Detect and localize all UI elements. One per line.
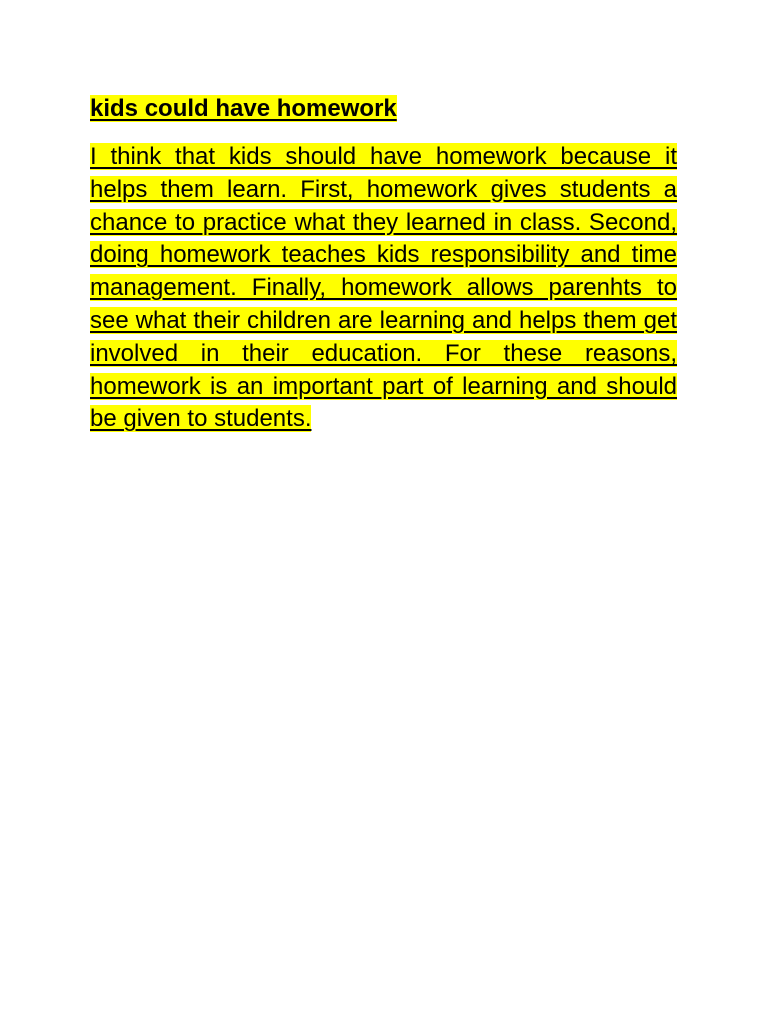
document-content: [90, 92, 677, 436]
document-paragraph: [90, 141, 677, 436]
document-title: [90, 92, 677, 125]
document-title-text: kids could have homework: [90, 95, 397, 122]
document-paragraph-text: I think that kids should have homework because it helps them learn. First, homework gives students a chance to practice what they learned in class. Second, doing homework teaches kids responsibility and time management. Finally, homework allows parenhts to see what their children are learning and helps them get involved in their education. For these reasons, homework is an important part of learning and should be given to students.: [90, 143, 677, 433]
